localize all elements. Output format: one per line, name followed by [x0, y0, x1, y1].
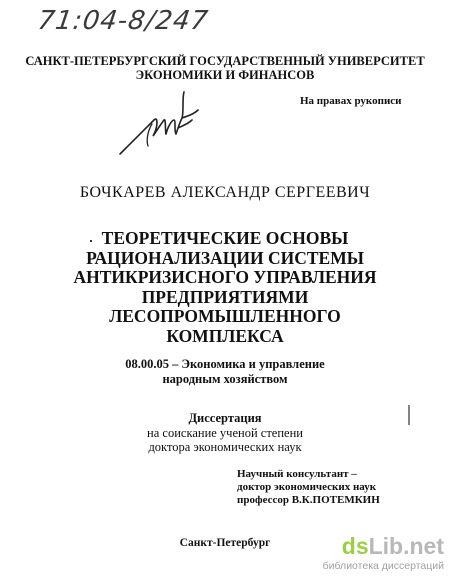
manuscript-rights-note: На правах рукописи [300, 95, 402, 107]
city-name: Санкт-Петербург [179, 537, 271, 549]
scientific-consultant [237, 468, 380, 507]
consultant-line3: профессор В.К.ПОТЕМКИН [237, 494, 380, 506]
dslib-watermark [312, 533, 444, 577]
specialty-line2: народным хозяйством [162, 371, 288, 386]
specialty-line1: 08.00.05 – Экономика и управление [125, 357, 325, 371]
archive-stamp-number: 71:04-8/247 [35, 6, 211, 36]
title-line: АНТИКРИЗИСНОГО УПРАВЛЕНИЯ [73, 267, 377, 287]
title-line: РАЦИОНАЛИЗАЦИИ СИСТЕМЫ [86, 247, 364, 268]
specialty-code [0, 357, 450, 386]
consultant-line1: Научный консультант – [237, 468, 357, 480]
author-name: БОЧКАРЕВ АЛЕКСАНДР СЕРГЕЕВИЧ [79, 184, 371, 201]
university-name-line2: ЭКОНОМИКИ И ФИНАНСОВ [135, 68, 315, 82]
title-line: КОМПЛЕКСА [166, 325, 284, 346]
university-header [0, 54, 450, 82]
title-line: ПРЕДПРИЯТИЯМИ [141, 286, 309, 307]
margin-mark [406, 404, 412, 426]
degree-statement [0, 411, 450, 455]
degree-line3: доктора экономических наук [148, 440, 302, 454]
watermark-brand-rest: Lib.net [368, 533, 444, 559]
watermark-brand [342, 533, 444, 560]
title-line: ЛЕСОПРОМЫШЛЕННОГО [109, 306, 341, 326]
watermark-brand-prefix: ds [341, 533, 369, 559]
degree-line2: на соискание ученой степени [147, 425, 303, 440]
consultant-line2: доктор экономических наук [237, 481, 377, 493]
handwritten-signature [118, 90, 213, 160]
dissertation-title [0, 229, 450, 346]
watermark-tagline: библиотека диссертаций [322, 560, 444, 572]
title-line: ТЕОРЕТИЧЕСКИЕ ОСНОВЫ [101, 228, 349, 248]
degree-line1: Диссертация [188, 411, 262, 425]
university-name-line1: САНКТ-ПЕТЕРБУРГСКИЙ ГОСУДАРСТВЕННЫЙ УНИВЕРСИТЕТ [25, 54, 425, 68]
